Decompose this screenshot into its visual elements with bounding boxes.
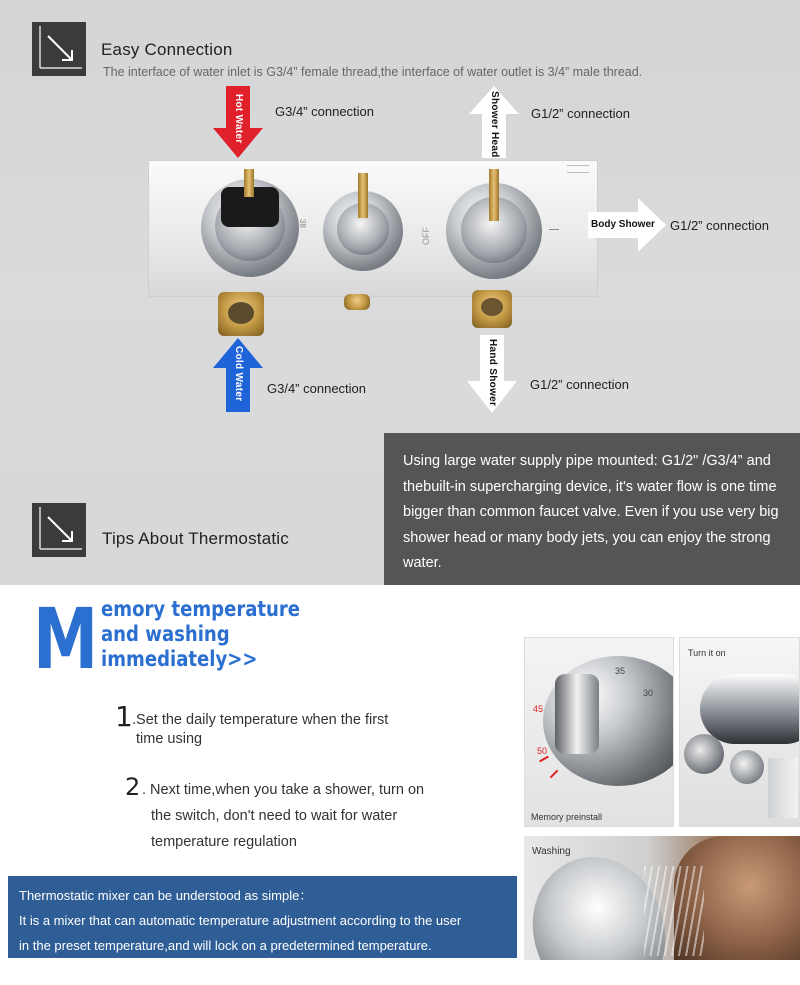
turn-on-caption: Turn it on xyxy=(688,648,726,658)
note-line-2: It is a mixer that can automatic temperature adjustment according to the user xyxy=(19,913,462,928)
washing-caption: Washing xyxy=(532,846,571,857)
body-shower-tag: Body Shower xyxy=(591,219,655,230)
body-shower-connection-label: G1/2” connection xyxy=(670,218,770,233)
cold-water-connection-label: G3/4” connection xyxy=(267,381,367,396)
dial-mark-45: 45 xyxy=(533,704,544,714)
dial-mark-50: 50 xyxy=(537,746,548,756)
memory-preinstall-caption: Memory preinstall xyxy=(531,812,603,822)
shower-head-connection-label: G1/2” connection xyxy=(531,106,631,121)
memory-heading-line-1: emory temperature xyxy=(101,597,301,621)
info-box-text: Using large water supply pipe mounted: G1/2" /G3/4” and thebuilt-in supercharging device, it's water flow is one time bigger than common faucet valve. Even if you use very big shower head or many body jets, you can enjoy the strong water. xyxy=(403,453,779,571)
hand-shower-connection-label: G1/2” connection xyxy=(530,377,630,392)
dial-mark-30: 30 xyxy=(643,688,654,698)
step-2-text-a: . Next time,when you take a shower, turn on xyxy=(142,782,425,798)
memory-big-letter: M xyxy=(33,590,99,688)
step-2-text-b: the switch, don't need to wait for water xyxy=(151,808,398,824)
cold-water-tag: Cold Water xyxy=(233,346,244,402)
info-box xyxy=(384,433,800,585)
thermostatic-valve-image xyxy=(148,160,598,297)
temp-mark-text: 38 xyxy=(297,219,307,228)
step-2-number: 2 xyxy=(125,773,141,801)
hot-water-tag: Hot Water xyxy=(233,94,244,144)
memory-heading-line-2: and washing xyxy=(101,622,230,646)
step-1-number: 1 xyxy=(115,700,133,733)
dial-mark-35: 35 xyxy=(615,666,626,676)
hot-water-connection-label: G3/4” connection xyxy=(275,104,375,119)
section-title: Easy Connection xyxy=(101,40,233,59)
memory-preinstall-photo xyxy=(524,637,674,827)
step-2-text-c: temperature regulation xyxy=(151,834,297,850)
washing-photo xyxy=(524,836,800,960)
section-subtitle: The interface of water inlet is G3/4” female thread,the interface of water outlet is 3/4” male thread. xyxy=(103,65,643,79)
arrow-corner-icon xyxy=(32,22,86,76)
step-1-text-b: time using xyxy=(136,731,203,747)
memory-heading-line-3: immediately>> xyxy=(101,647,258,671)
note-line-1: Thermostatic mixer can be understood as simple： xyxy=(19,888,313,903)
step-1-text-a: .Set the daily temperature when the first xyxy=(132,712,389,728)
turn-on-photo xyxy=(679,637,800,827)
shower-head-tag: Shower Head xyxy=(489,91,500,158)
tips-title: Tips About Thermostatic xyxy=(102,529,289,548)
note-box xyxy=(8,876,517,958)
note-line-3: in the preset temperature,and will lock on a predetermined temperature. xyxy=(19,938,432,953)
off-mark-text: OFF xyxy=(421,227,431,245)
hand-shower-tag: Hand Shower xyxy=(487,339,498,407)
arrow-corner-icon xyxy=(32,503,86,557)
